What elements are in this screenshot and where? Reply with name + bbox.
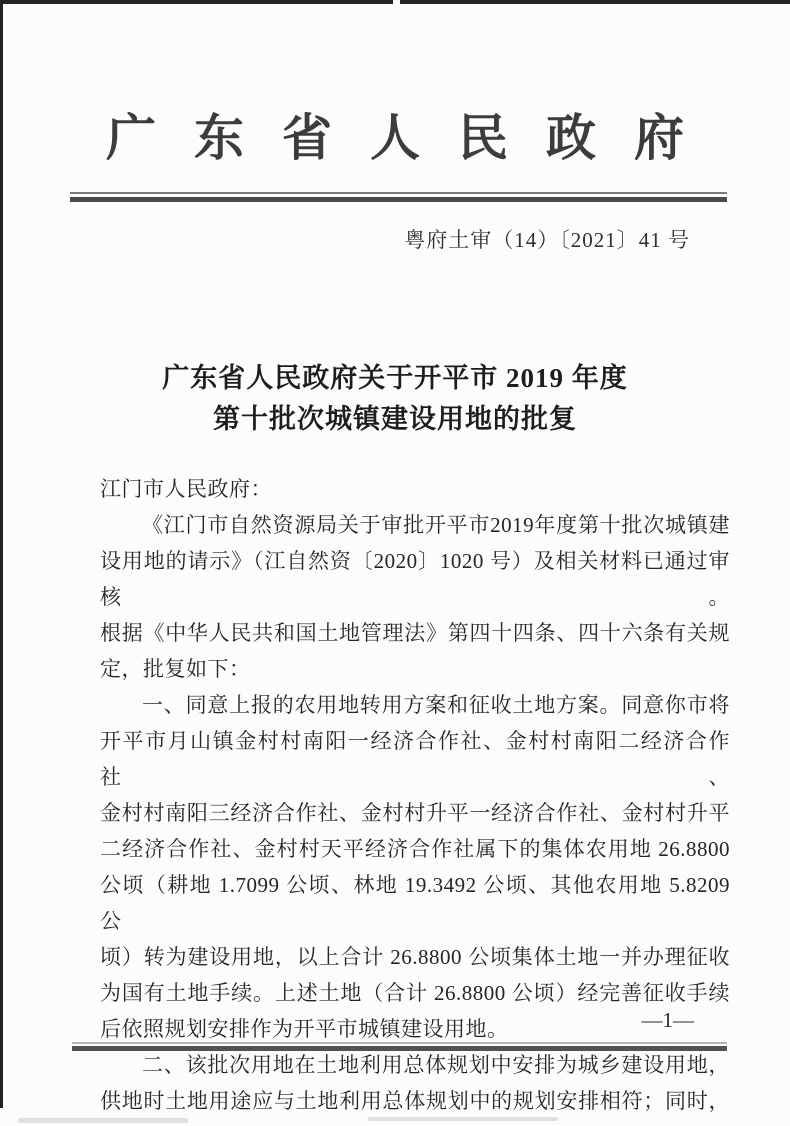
rule-thick-line xyxy=(70,197,727,202)
body-line: 后依照规划安排作为开平市城镇建设用地。 xyxy=(100,1017,509,1041)
letterhead-org-name: 广东省人民政府 xyxy=(106,110,722,166)
document-body xyxy=(100,471,730,1119)
footer-double-rule xyxy=(72,1042,727,1051)
document-title-line-1: 广东省人民政府关于开平市 2019 年度 xyxy=(162,363,628,393)
body-line: 顷）转为建设用地，以上合计 26.8800 公顷集体土地一并办理征收 xyxy=(100,945,730,969)
body-line: 开平市月山镇金村村南阳一经济合作社、金村村南阳二经济合作社、 xyxy=(100,729,730,789)
letterhead-double-rule xyxy=(70,192,727,202)
body-line: 为国有土地手续。上述土地（合计 26.8800 公顷）经完善征收手续 xyxy=(100,981,730,1005)
body-line: 供地时土地用途应与土地利用总体规划中的规划安排相符；同时， xyxy=(100,1089,730,1113)
body-line: 定，批复如下： xyxy=(100,657,251,681)
body-line: 江门市人民政府： xyxy=(100,477,272,501)
body-line: 一、同意上报的农用地转用方案和征收土地方案。同意你市将 xyxy=(142,693,730,717)
scan-edge-top-artifact xyxy=(400,0,790,4)
body-line: 公顷（耕地 1.7099 公顷、林地 19.3492 公顷、其他农用地 5.8209 公 xyxy=(100,873,730,933)
rule-thin-line xyxy=(70,192,727,194)
rule-thin-line xyxy=(72,1042,727,1044)
body-line: 《江门市自然资源局关于审批开平市2019年度第十批次城镇建 xyxy=(142,513,730,537)
body-line: 金村村南阳三经济合作社、金村村升平一经济合作社、金村村升平 xyxy=(100,801,730,825)
scan-edge-top-artifact xyxy=(0,0,393,4)
page-number: —1— xyxy=(641,1008,694,1032)
document-title xyxy=(0,358,790,440)
body-line: 设用地的请示》（江自然资〔2020〕1020 号）及相关材料已通过审核。 xyxy=(100,549,730,609)
body-line: 二、该批次用地在土地利用总体规划中安排为城乡建设用地， xyxy=(142,1053,730,1077)
body-line: 根据《中华人民共和国土地管理法》第四十四条、四十六条有关规 xyxy=(100,621,730,645)
document-number: 粤府土审（14）〔2021〕41 号 xyxy=(404,228,690,252)
document-title-line-2: 第十批次城镇建设用地的批复 xyxy=(213,404,577,434)
scan-edge-left-artifact xyxy=(0,0,3,1108)
body-line: 二经济合作社、金村村天平经济合作社属下的集体农用地 26.8800 xyxy=(100,837,730,861)
rule-thick-line xyxy=(72,1046,727,1051)
